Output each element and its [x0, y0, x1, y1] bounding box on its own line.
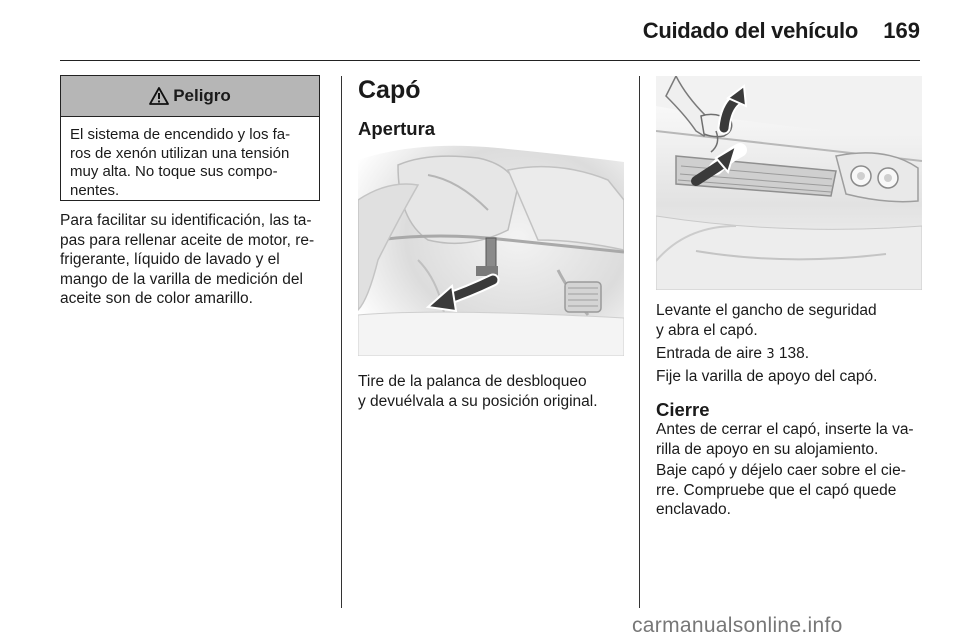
subsection-title-apertura: Apertura — [358, 118, 436, 139]
source-watermark: carmanualsonline.info — [632, 614, 843, 637]
paragraph-line: aceite son de color amarillo. — [60, 290, 253, 307]
paragraph-line: rre. Compruebe que el capó quede — [656, 481, 897, 499]
paragraph-line: Baje capó y déjelo caer sobre el cie- — [656, 462, 906, 479]
danger-text — [61, 117, 319, 200]
column-divider-left — [341, 76, 342, 608]
support-rod-paragraph: Fije la varilla de apoyo del capó. — [656, 368, 878, 385]
section-title: Capó — [358, 76, 421, 104]
danger-box — [60, 75, 320, 201]
paragraph-line: rilla de apoyo en su alojamiento. — [656, 440, 879, 458]
lever-caption — [358, 372, 628, 411]
danger-title: Peligro — [173, 86, 231, 105]
subsection-title-cierre: Cierre — [656, 399, 710, 420]
closing-paragraph-2 — [656, 461, 922, 520]
hood-release-lever-illustration — [358, 140, 624, 356]
column-divider-right — [639, 76, 640, 608]
danger-line: ros de xenón utilizan una tensión — [70, 144, 290, 162]
paragraph-line: mango de la varilla de medición del — [60, 270, 303, 288]
raise-hook-paragraph — [656, 301, 922, 340]
page-header-title: Cuidado del vehículo — [642, 18, 858, 43]
page-reference-arrow-icon[interactable]: 3 — [766, 347, 775, 362]
danger-line: El sistema de encendido y los fa- — [70, 126, 291, 143]
header-rule — [60, 60, 920, 61]
paragraph-line: enclavado. — [656, 501, 731, 518]
page-number: 169 — [883, 18, 920, 43]
danger-line: muy alta. No toque sus compo- — [70, 163, 278, 180]
paragraph-line: frigerante, líquido de lavado y el — [60, 251, 280, 268]
paragraph-line: Antes de cerrar el capó, inserte la va- — [656, 421, 914, 438]
identification-paragraph — [60, 211, 328, 309]
paragraph-line: Levante el gancho de seguridad — [656, 302, 877, 319]
danger-line: nentes. — [70, 181, 120, 199]
warning-triangle-icon — [149, 87, 169, 105]
closing-paragraph-1 — [656, 420, 922, 459]
air-intake-text: Entrada de aire — [656, 345, 762, 362]
hood-opening-illustration — [656, 76, 922, 290]
air-intake-paragraph — [656, 344, 922, 365]
caption-line: y devuélvala a su posición original. — [358, 392, 598, 410]
paragraph-line: y abra el capó. — [656, 321, 758, 339]
danger-header — [61, 76, 319, 117]
page-reference-number[interactable]: 138. — [778, 345, 810, 362]
paragraph-line: pas para rellenar aceite de motor, re- — [60, 231, 315, 249]
caption-line: Tire de la palanca de desbloqueo — [358, 373, 587, 390]
paragraph-line: Para facilitar su identificación, las ta- — [60, 212, 312, 229]
